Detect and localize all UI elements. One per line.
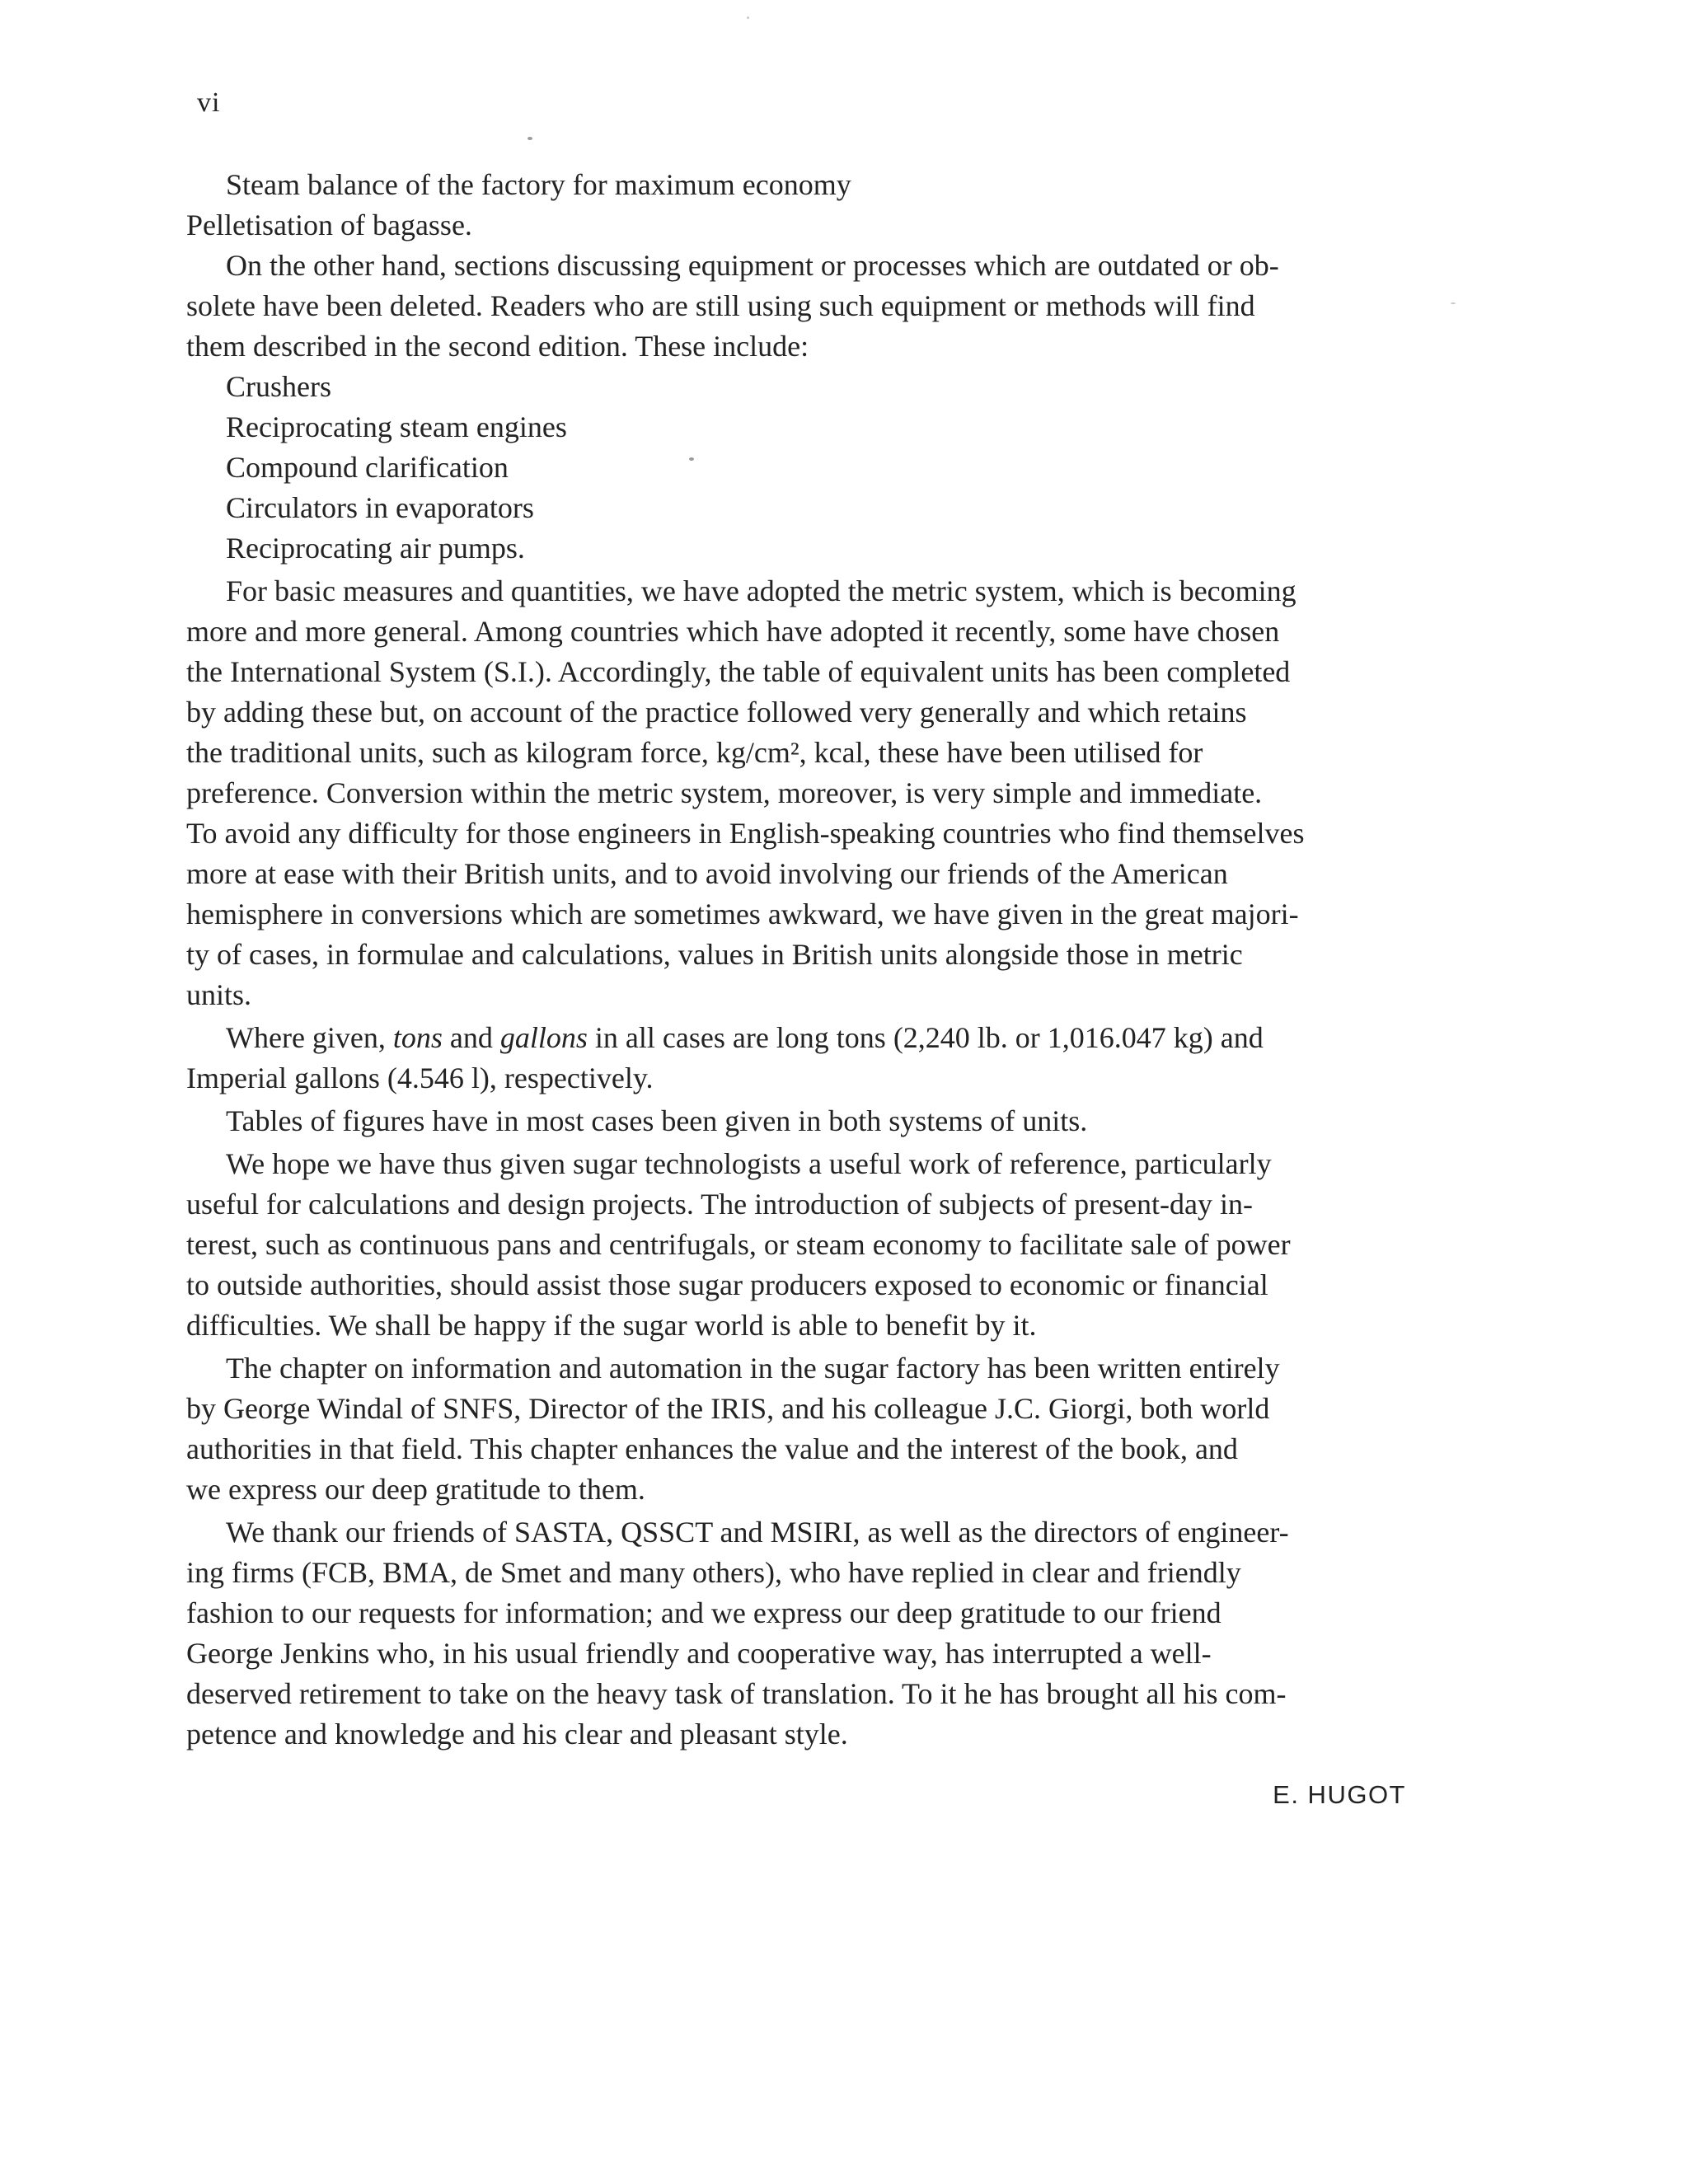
text-line: George Jenkins who, in his usual friendly and cooperative way, has interrupted a well- xyxy=(186,1637,1212,1670)
text-line: them described in the second edition. These include: xyxy=(186,330,809,363)
text-run: in all cases are long tons (2,240 lb. or 1,016.047 kg) and xyxy=(587,1021,1264,1054)
paragraph xyxy=(186,165,1423,246)
text-line: hemisphere in conversions which are sometimes awkward, we have given in the great majori- xyxy=(186,898,1299,930)
text-line: useful for calculations and design projects. The introduction of subjects of present-day in- xyxy=(186,1188,1253,1221)
text-line: On the other hand, sections discussing equipment or processes which are outdated or ob- xyxy=(226,249,1279,282)
page-number: vi xyxy=(197,87,221,118)
text-line: authorities in that field. This chapter enhances the value and the interest of the book, and xyxy=(186,1432,1238,1465)
list-block xyxy=(186,367,1423,569)
paragraph xyxy=(186,1348,1423,1510)
signature: E. HUGOT xyxy=(1273,1780,1406,1809)
text-line: to outside authorities, should assist those sugar producers exposed to economic or financial xyxy=(186,1268,1268,1301)
text-line: Tables of figures have in most cases been given in both systems of units. xyxy=(226,1104,1088,1137)
list-item: Reciprocating air pumps. xyxy=(226,532,525,565)
text-run: Where given, xyxy=(226,1021,393,1054)
text-line: We thank our friends of SASTA, QSSCT and MSIRI, as well as the directors of engineer- xyxy=(226,1516,1289,1549)
text-line: Steam balance of the factory for maximum economy xyxy=(226,168,851,201)
paragraph xyxy=(186,1512,1423,1755)
text-line: more at ease with their British units, and to avoid involving our friends of the American xyxy=(186,857,1228,890)
text-line: The chapter on information and automation in the sugar factory has been written entirely xyxy=(226,1352,1280,1385)
scan-speck xyxy=(747,16,749,19)
scan-speck xyxy=(528,137,532,140)
paragraph xyxy=(186,1018,1423,1099)
text-line: terest, such as continuous pans and centrifugals, or steam economy to facilitate sale of power xyxy=(186,1228,1291,1261)
text-line: fashion to our requests for information; and we express our deep gratitude to our friend xyxy=(186,1596,1221,1629)
list-item: Circulators in evaporators xyxy=(226,491,534,524)
text-line: the International System (S.I.). Accordingly, the table of equivalent units has been completed xyxy=(186,655,1291,688)
text-line: by adding these but, on account of the practice followed very generally and which retains xyxy=(186,696,1247,729)
list-item: Crushers xyxy=(226,370,331,403)
list-item: Compound clarification xyxy=(226,451,509,484)
text-run: and xyxy=(442,1021,500,1054)
text-line: we express our deep gratitude to them. xyxy=(186,1473,645,1506)
text-line: more and more general. Among countries which have adopted it recently, some have chosen xyxy=(186,615,1280,648)
text-line: difficulties. We shall be happy if the sugar world is able to benefit by it. xyxy=(186,1309,1037,1342)
text-line: deserved retirement to take on the heavy task of translation. To it he has brought all his com- xyxy=(186,1677,1287,1710)
text-line: To avoid any difficulty for those engineers in English-speaking countries who find themselves xyxy=(186,817,1305,850)
scan-speck xyxy=(689,457,694,461)
paragraph xyxy=(186,571,1423,1015)
text-line: solete have been deleted. Readers who are still using such equipment or methods will find xyxy=(186,289,1255,322)
scan-speck xyxy=(1451,302,1456,304)
text-line: ty of cases, in formulae and calculations, values in British units alongside those in metric xyxy=(186,938,1243,971)
text-line: Pelletisation of bagasse. xyxy=(186,209,472,241)
body-text xyxy=(186,165,1423,1755)
text-line: Imperial gallons (4.546 l), respectively. xyxy=(186,1062,654,1094)
text-line: ing firms (FCB, BMA, de Smet and many others), who have replied in clear and friendly xyxy=(186,1556,1241,1589)
text-line: by George Windal of SNFS, Director of the IRIS, and his colleague J.C. Giorgi, both world xyxy=(186,1392,1270,1425)
text-line: petence and knowledge and his clear and pleasant style. xyxy=(186,1718,848,1750)
text-line: units. xyxy=(186,978,252,1011)
paragraph xyxy=(186,246,1423,367)
text-line: preference. Conversion within the metric system, moreover, is very simple and immediate. xyxy=(186,776,1263,809)
text-line: We hope we have thus given sugar technologists a useful work of reference, particularly xyxy=(226,1147,1272,1180)
text-line xyxy=(186,1018,1423,1058)
paragraph xyxy=(186,1144,1423,1346)
text-line: For basic measures and quantities, we have adopted the metric system, which is becoming xyxy=(226,574,1296,607)
emphasis-text: gallons xyxy=(499,1021,588,1054)
emphasis-text: tons xyxy=(392,1021,443,1054)
text-line: the traditional units, such as kilogram force, kg/cm², kcal, these have been utilised for xyxy=(186,736,1203,769)
list-item: Reciprocating steam engines xyxy=(226,410,567,443)
paragraph xyxy=(186,1101,1423,1141)
